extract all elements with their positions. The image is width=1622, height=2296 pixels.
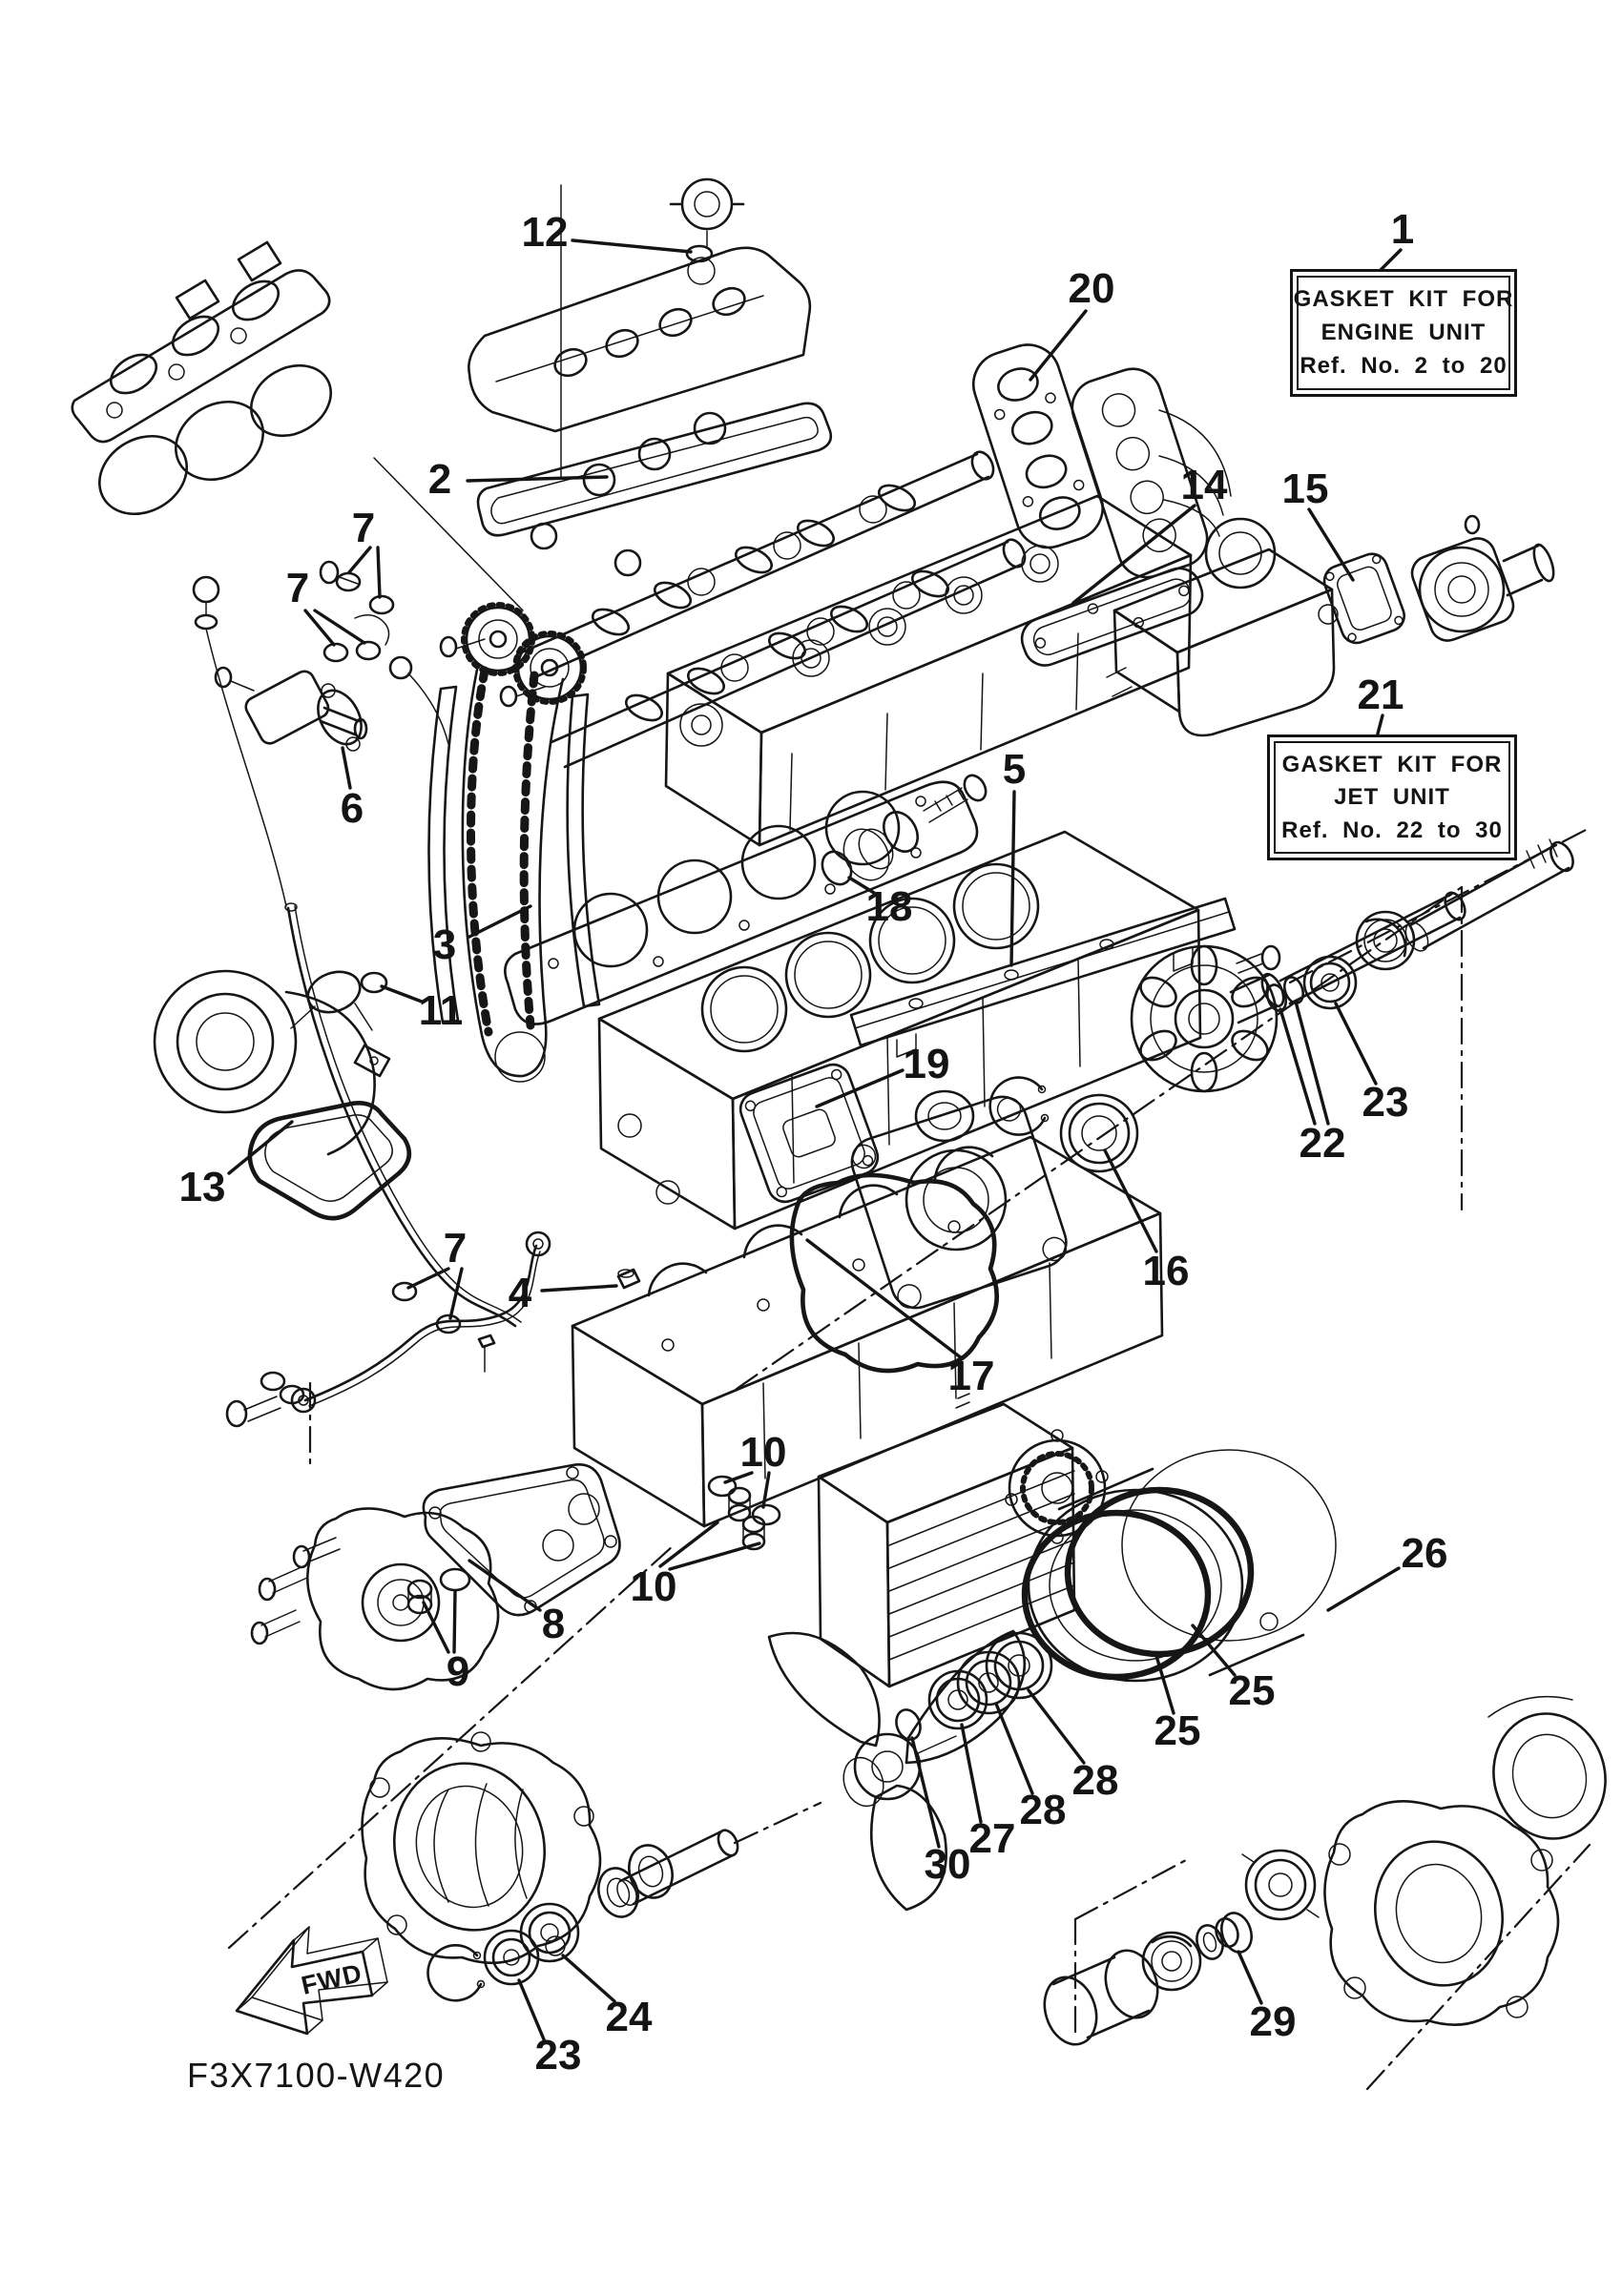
seal-28-b <box>987 1633 1051 1698</box>
callout-15: 15 <box>1281 465 1329 512</box>
coupling-cover-gasket-17 <box>792 1175 997 1371</box>
orings-10 <box>709 1477 780 1549</box>
leader-line-16 <box>1105 1150 1156 1251</box>
callout-7: 7 <box>443 1225 468 1272</box>
washer-ring-mid <box>916 1091 973 1141</box>
anode-cover-5 <box>851 899 1279 1057</box>
callout-4: 4 <box>508 1270 532 1316</box>
leader-line-7 <box>378 548 380 597</box>
washers-bottom-left <box>593 1840 679 1922</box>
kit-box-ref-line: Ref. No. 22 to 30 <box>1281 817 1503 843</box>
impeller-shaft <box>613 1803 821 1908</box>
leader-line-28 <box>996 1704 1032 1793</box>
oil-pipe-lower <box>227 1232 550 1426</box>
callout-22: 22 <box>1299 1120 1346 1167</box>
leader-line-28 <box>1029 1690 1084 1763</box>
callout-8: 8 <box>541 1601 566 1647</box>
callout-1: 1 <box>1390 206 1415 253</box>
tensioner-gasket-6 <box>309 683 369 752</box>
leader-line-1 <box>1380 250 1401 271</box>
kit-box-ref-line: Ref. No. 2 to 20 <box>1300 353 1508 379</box>
gasket-kit-box-jet-inner <box>1274 741 1510 854</box>
bearing-housing <box>845 1090 1072 1314</box>
callout-23: 23 <box>1362 1079 1409 1126</box>
callout-26: 26 <box>1401 1530 1448 1577</box>
callout-7: 7 <box>351 505 376 551</box>
transom-housing <box>1324 1801 1558 2024</box>
callout-16: 16 <box>1142 1248 1190 1294</box>
callout-14: 14 <box>1180 462 1228 508</box>
callout-29: 29 <box>1249 1998 1297 2045</box>
callout-9: 9 <box>446 1648 470 1695</box>
leader-line-9 <box>424 1603 448 1652</box>
leader-line-7 <box>315 610 364 643</box>
leader-line-2 <box>468 477 607 481</box>
callout-23: 23 <box>534 2032 582 2079</box>
gasket-14 <box>1016 563 1208 672</box>
leader-line-9 <box>454 1591 455 1652</box>
gasket-kit-box-jet <box>1267 734 1517 860</box>
callouts-layer <box>179 206 1448 2079</box>
leader-line-6 <box>343 748 350 788</box>
kit-box-line: GASKET KIT FOR <box>1293 286 1514 312</box>
oring-12 <box>687 246 712 261</box>
exhaust-manifold <box>1065 362 1275 588</box>
oil-filler-cap <box>671 179 743 246</box>
jet-pump-housing <box>363 1732 601 1963</box>
crank-seal-16 <box>1061 1095 1137 1171</box>
leader-line-5 <box>1011 792 1014 965</box>
spacer-cylinder <box>1036 1944 1166 2052</box>
chain-guides <box>428 687 599 1023</box>
gasket-kit-box-engine <box>1290 269 1517 397</box>
gasket-13 <box>250 1103 409 1218</box>
callout-25: 25 <box>1154 1707 1201 1754</box>
snap-ring-bottom <box>427 1945 484 2000</box>
callout-2: 2 <box>427 456 452 503</box>
leader-line-12 <box>572 240 691 252</box>
callout-30: 30 <box>924 1841 971 1888</box>
bearing-bottom <box>1143 1933 1200 1990</box>
dipstick <box>194 577 521 1326</box>
fwd-label: FWD <box>298 1958 365 2000</box>
outlet-body <box>1407 516 1557 646</box>
callout-27: 27 <box>968 1815 1016 1862</box>
housing-upper-piece <box>1480 1697 1619 1851</box>
leader-line-23 <box>1336 1003 1376 1084</box>
cam-sprockets <box>441 605 584 706</box>
callout-6: 6 <box>340 785 364 832</box>
callout-7: 7 <box>285 565 310 611</box>
bearing-upper <box>1357 912 1414 969</box>
kit-box-line: ENGINE UNIT <box>1320 320 1487 345</box>
leader-line-22 <box>1296 1002 1328 1124</box>
leader-line-22 <box>1280 1009 1315 1124</box>
diagram-code: F3X7100-W420 <box>187 2056 446 2095</box>
callout-21: 21 <box>1357 672 1404 718</box>
callout-19: 19 <box>903 1041 950 1087</box>
union-bolt-washers-upper <box>321 562 448 744</box>
leader-line-23 <box>519 1980 544 2039</box>
leader-line-7 <box>305 610 334 645</box>
callout-13: 13 <box>178 1164 226 1210</box>
callout-28: 28 <box>1019 1787 1067 1833</box>
camshafts <box>517 448 1029 767</box>
callout-10: 10 <box>630 1563 677 1610</box>
kit-box-line: GASKET KIT FOR <box>1281 751 1503 777</box>
kit-box-line: JET UNIT <box>1334 784 1450 810</box>
oring-11 <box>362 973 386 992</box>
leader-line-11 <box>382 986 422 1002</box>
leader-line-10 <box>660 1522 717 1566</box>
gasket-kit-box-engine-inner <box>1293 276 1514 390</box>
leader-line-26 <box>1328 1568 1399 1610</box>
callout-18: 18 <box>865 883 913 930</box>
fwd-arrow <box>237 1927 387 2034</box>
leader-line-29 <box>1238 1952 1261 2003</box>
leader-line-10 <box>763 1473 769 1507</box>
callout-11: 11 <box>418 987 464 1034</box>
callout-24: 24 <box>605 1994 653 2040</box>
timing-chain <box>463 670 563 1082</box>
callout-28: 28 <box>1071 1757 1119 1804</box>
breather-plate-19 <box>736 1060 883 1207</box>
valve-cover-gasket <box>478 403 831 575</box>
intake-manifold <box>73 242 343 529</box>
callout-10: 10 <box>739 1429 787 1476</box>
callout-3: 3 <box>432 921 457 968</box>
seal-23-lower <box>485 1931 538 1984</box>
leader-line-17 <box>807 1240 962 1358</box>
callout-5: 5 <box>1002 746 1027 793</box>
leader-line-19 <box>817 1070 903 1107</box>
seal-cap-bottom <box>1242 1851 1319 1919</box>
callout-17: 17 <box>947 1353 995 1399</box>
callout-25: 25 <box>1228 1667 1276 1714</box>
engine-unit-drawing <box>73 179 1578 1689</box>
callout-12: 12 <box>521 209 569 256</box>
leader-line-4 <box>542 1286 616 1291</box>
callout-20: 20 <box>1068 265 1115 312</box>
pump-gasket-8 <box>424 1464 620 1615</box>
valve-cover <box>468 248 810 431</box>
oil-cooler <box>819 1394 1108 1686</box>
